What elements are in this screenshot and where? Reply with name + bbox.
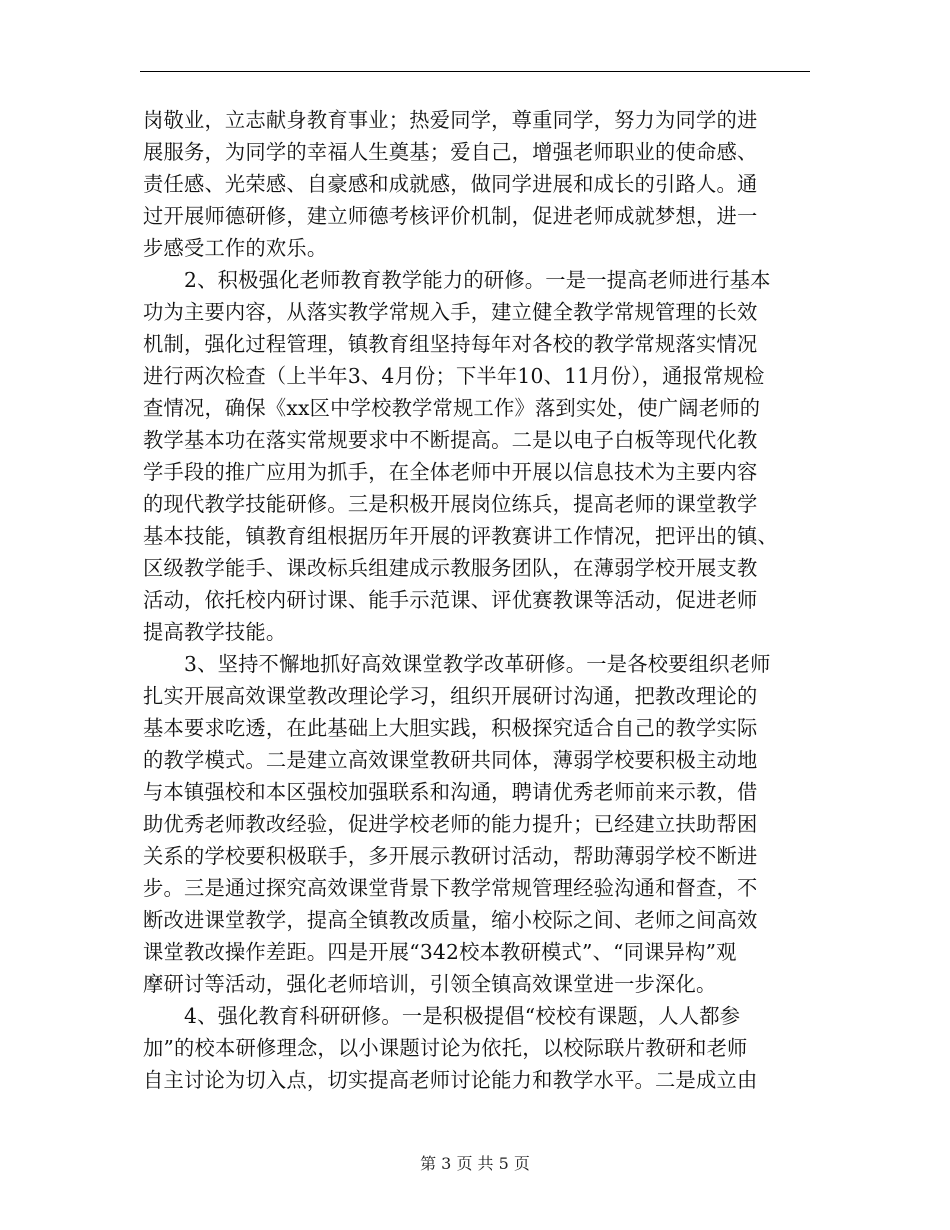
text-line: 基本技能，镇教育组根据历年开展的评教赛讲工作情况，把评出的镇、 xyxy=(143,524,778,548)
text-line: 的教学模式。二是建立高效课堂教研共同体，薄弱学校要积极主动地 xyxy=(143,748,758,772)
text-line: 区级教学能手、课改标兵组建成示教服务团队，在薄弱学校开展支教 xyxy=(143,556,758,580)
text-line: 基本要求吃透，在此基础上大胆实践，积极探究适合自己的教学实际 xyxy=(143,716,758,740)
text-line: 查情况，确保《xx区中学校教学常规工作》落到实处，使广阔老师的 xyxy=(143,396,761,420)
paragraph-start-line: 3、坚持不懈地抓好高效课堂教学改革研修。一是各校要组织老师 xyxy=(184,652,771,676)
text-line: 进行两次检查（上半年3、4月份；下半年10、11月份），通报常规检 xyxy=(143,364,765,388)
text-line: 学手段的推广应用为抓手，在全体老师中开展以信息技术为主要内容 xyxy=(143,460,758,484)
text-line: 课堂教改操作差距。四是开展“342校本教研模式”、“同课异构”观 xyxy=(143,940,737,964)
text-line: 岗敬业，立志献身教育事业；热爱同学，尊重同学，努力为同学的进 xyxy=(143,108,758,132)
text-line: 责任感、光荣感、自豪感和成就感，做同学进展和成长的引路人。通 xyxy=(143,172,758,196)
text-line: 步。三是通过探究高效课堂背景下教学常规管理经验沟通和督查，不 xyxy=(143,876,758,900)
text-line: 摩研讨等活动，强化老师培训，引领全镇高效课堂进一步深化。 xyxy=(143,972,717,996)
page-number-footer: 第 3 页 共 5 页 xyxy=(420,1154,530,1173)
text-line: 机制，强化过程管理，镇教育组坚持每年对各校的教学常规落实情况 xyxy=(143,332,758,356)
text-line: 提高教学技能。 xyxy=(143,620,287,644)
text-line: 扎实开展高效课堂教改理论学习，组织开展研讨沟通，把教改理论的 xyxy=(143,684,758,708)
text-line: 功为主要内容，从落实教学常规入手，建立健全教学常规管理的长效 xyxy=(143,300,758,324)
text-line: 助优秀老师教改经验，促进学校老师的能力提升；已经建立扶助帮困 xyxy=(143,812,758,836)
header-rule xyxy=(140,71,810,72)
text-line: 自主讨论为切入点，切实提高老师讨论能力和教学水平。二是成立由 xyxy=(143,1068,758,1092)
paragraph-start-line: 2、积极强化老师教育教学能力的研修。一是一提高老师进行基本 xyxy=(184,268,771,292)
text-line: 关系的学校要积极联手，多开展示教研讨活动，帮助薄弱学校不断进 xyxy=(143,844,758,868)
text-line: 加”的校本研修理念，以小课题讨论为依托，以校际联片教研和老师 xyxy=(143,1036,748,1060)
text-line: 步感受工作的欢乐。 xyxy=(143,236,328,260)
text-line: 断改进课堂教学，提高全镇教改质量，缩小校际之间、老师之间高效 xyxy=(143,908,758,932)
text-line: 与本镇强校和本区强校加强联系和沟通，聘请优秀老师前来示教，借 xyxy=(143,780,758,804)
paragraph-start-line: 4、强化教育科研研修。一是积极提倡“校校有课题，人人都参 xyxy=(184,1004,741,1028)
body-text xyxy=(143,104,813,1096)
text-line: 活动，依托校内研讨课、能手示范课、评优赛教课等活动，促进老师 xyxy=(143,588,758,612)
text-line: 展服务，为同学的幸福人生奠基；爱自己，增强老师职业的使命感、 xyxy=(143,140,758,164)
text-line: 教学基本功在落实常规要求中不断提高。二是以电子白板等现代化教 xyxy=(143,428,758,452)
text-line: 的现代教学技能研修。三是积极开展岗位练兵，提高老师的课堂教学 xyxy=(143,492,758,516)
text-line: 过开展师德研修，建立师德考核评价机制，促进老师成就梦想，进一 xyxy=(143,204,758,228)
